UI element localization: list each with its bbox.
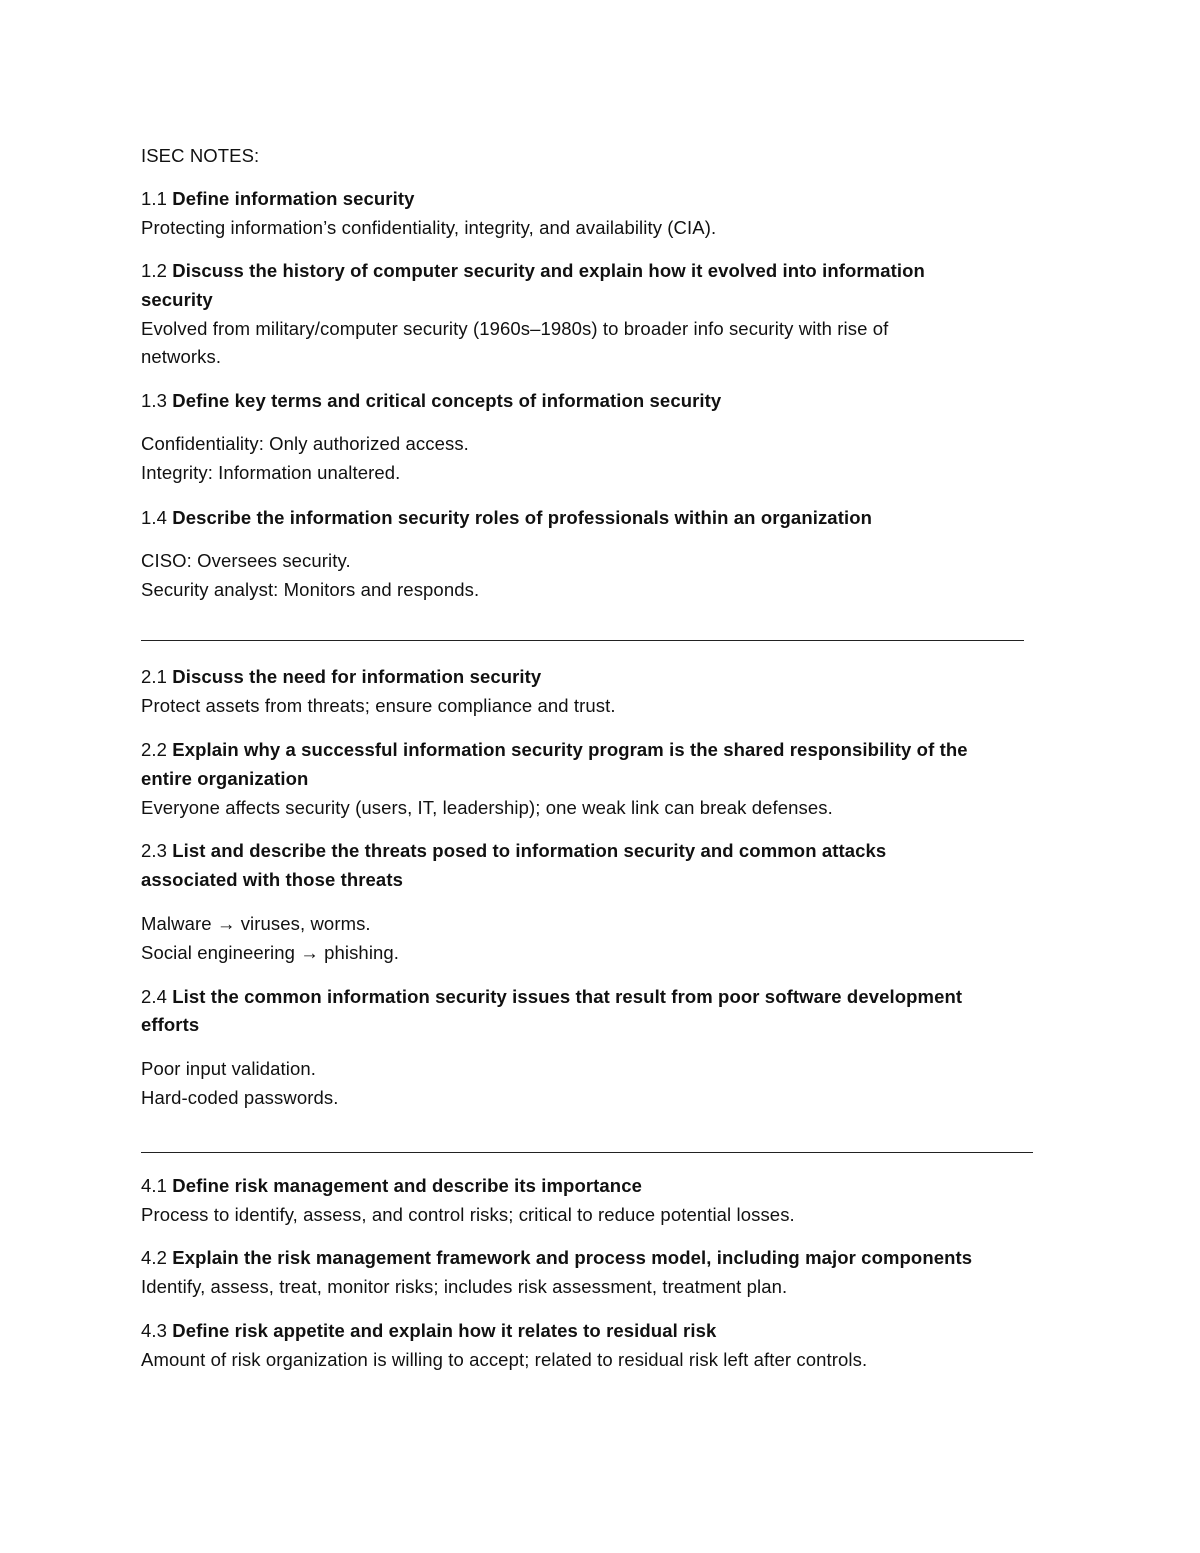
body-1-2-line-2: networks. bbox=[141, 346, 222, 367]
body-1-3-line-2: Integrity: Information unaltered. bbox=[141, 462, 401, 483]
body-2-1-line-1: Protect assets from threats; ensure compliance and trust. bbox=[141, 695, 616, 716]
heading-2-1 bbox=[141, 663, 541, 691]
document-title: ISEC NOTES: bbox=[141, 145, 260, 166]
section-divider bbox=[141, 1152, 1033, 1153]
section-number: 2.1 bbox=[141, 666, 168, 687]
heading-2-3 bbox=[141, 837, 886, 865]
body-1-4-line-1: CISO: Oversees security. bbox=[141, 550, 351, 571]
body-1-4-line-2: Security analyst: Monitors and responds. bbox=[141, 579, 480, 600]
section-divider bbox=[141, 640, 1024, 641]
section-number: 2.3 bbox=[141, 840, 168, 861]
body-1-2-line-1: Evolved from military/computer security (1960s–1980s) to broader info security with rise of bbox=[141, 318, 889, 339]
section-heading: Define risk appetite and explain how it relates to residual risk bbox=[172, 1320, 717, 1341]
body-2-3-line-1: Malware → viruses, worms. bbox=[141, 913, 371, 934]
body-4-1-line-1: Process to identify, assess, and control risks; critical to reduce potential losses. bbox=[141, 1204, 795, 1225]
body-2-4-line-2: Hard-coded passwords. bbox=[141, 1087, 339, 1108]
section-number: 2.2 bbox=[141, 739, 168, 760]
body-1-3-line-1: Confidentiality: Only authorized access. bbox=[141, 433, 469, 454]
heading-4-2 bbox=[141, 1244, 972, 1272]
heading-1-3 bbox=[141, 387, 721, 415]
heading-1-2-cont: security bbox=[141, 289, 213, 310]
section-heading: List the common information security issues that result from poor software development bbox=[172, 986, 963, 1007]
heading-2-4 bbox=[141, 983, 962, 1011]
heading-4-3 bbox=[141, 1317, 716, 1345]
section-number: 1.3 bbox=[141, 390, 168, 411]
section-number: 2.4 bbox=[141, 986, 168, 1007]
heading-2-2 bbox=[141, 736, 968, 764]
heading-2-4-cont: efforts bbox=[141, 1014, 200, 1035]
section-heading: Define risk management and describe its importance bbox=[172, 1175, 642, 1196]
body-1-1-line-1: Protecting information’s confidentiality, integrity, and availability (CIA). bbox=[141, 217, 717, 238]
body-2-4-line-1: Poor input validation. bbox=[141, 1058, 316, 1079]
section-number: 4.1 bbox=[141, 1175, 168, 1196]
section-number: 4.2 bbox=[141, 1247, 168, 1268]
section-heading: Describe the information security roles of professionals within an organization bbox=[172, 507, 872, 528]
section-number: 1.1 bbox=[141, 188, 168, 209]
heading-1-2 bbox=[141, 257, 925, 285]
section-number: 1.4 bbox=[141, 507, 168, 528]
section-heading: Explain why a successful information security program is the shared responsibility of the bbox=[172, 739, 968, 760]
heading-4-1 bbox=[141, 1172, 642, 1200]
heading-1-1 bbox=[141, 185, 415, 213]
section-heading: Discuss the history of computer security and explain how it evolved into information bbox=[172, 260, 925, 281]
body-2-2-line-1: Everyone affects security (users, IT, leadership); one weak link can break defenses. bbox=[141, 797, 833, 818]
body-2-3-line-2: Social engineering → phishing. bbox=[141, 942, 400, 963]
section-number: 1.2 bbox=[141, 260, 168, 281]
body-4-3-line-1: Amount of risk organization is willing to accept; related to residual risk left after controls. bbox=[141, 1349, 868, 1370]
heading-2-2-cont: entire organization bbox=[141, 768, 309, 789]
heading-2-3-cont: associated with those threats bbox=[141, 869, 403, 890]
section-heading: Discuss the need for information security bbox=[172, 666, 542, 687]
heading-1-4 bbox=[141, 504, 872, 532]
section-heading: Define key terms and critical concepts of information security bbox=[172, 390, 722, 411]
section-heading: Define information security bbox=[172, 188, 415, 209]
section-heading: Explain the risk management framework and process model, including major components bbox=[172, 1247, 973, 1268]
section-number: 4.3 bbox=[141, 1320, 168, 1341]
section-heading: List and describe the threats posed to information security and common attacks bbox=[172, 840, 887, 861]
body-4-2-line-1: Identify, assess, treat, monitor risks; includes risk assessment, treatment plan. bbox=[141, 1276, 788, 1297]
